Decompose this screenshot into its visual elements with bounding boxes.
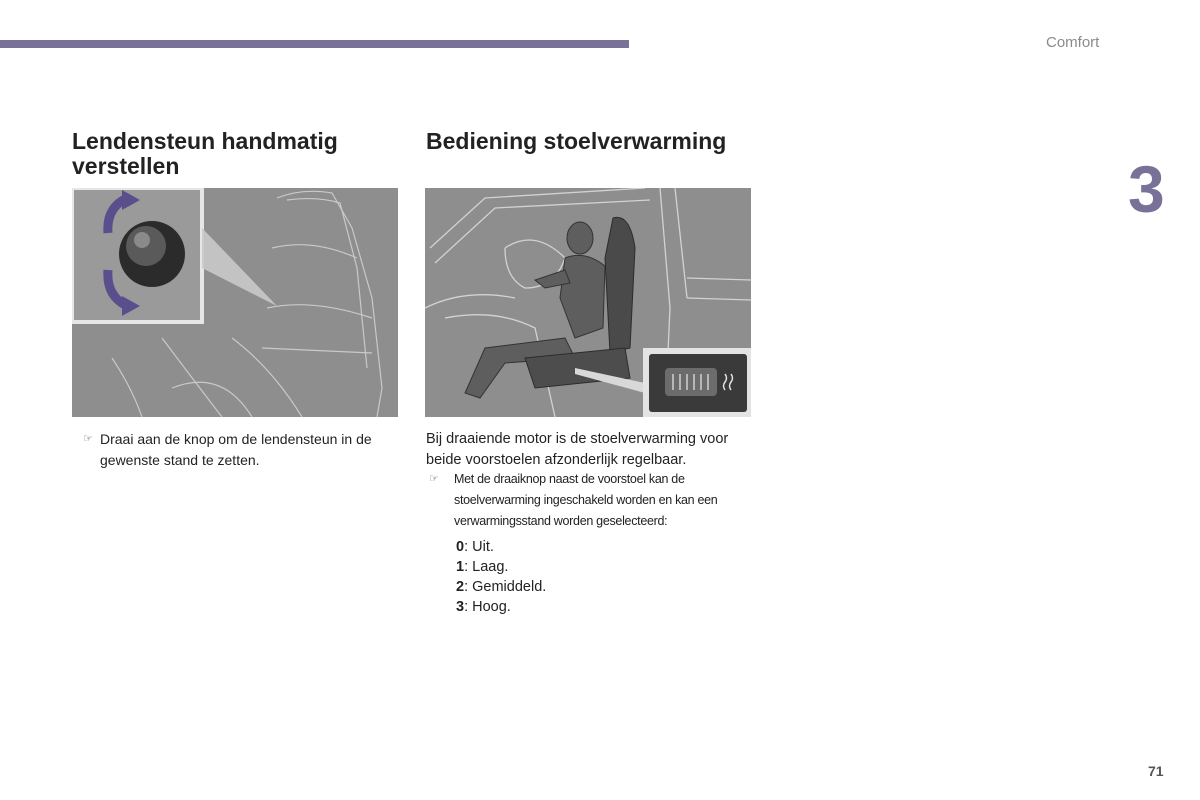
- heating-level-item: 3: Hoog.: [456, 599, 511, 615]
- right-section-title: Bediening stoelverwarming: [426, 128, 727, 154]
- chapter-number: 3: [1128, 152, 1165, 226]
- seat-heating-illustration: [425, 188, 751, 417]
- header-accent-bar: [0, 40, 629, 48]
- lumbar-knob-illustration: [72, 188, 398, 417]
- heating-levels-list: [456, 537, 546, 617]
- left-section-title: Lendensteun handmatig verstellen: [72, 128, 338, 179]
- heating-level-item: 0: Uit.: [456, 539, 494, 555]
- left-instruction: Draai aan de knop om de lendensteun in de gewenste stand te zetten.: [100, 431, 372, 468]
- right-intro: Bij draaiende motor is de stoelverwarming voor beide voorstoelen afzonderlijk regelbaar.: [426, 431, 729, 468]
- heating-level-item: 2: Gemiddeld.: [456, 579, 547, 595]
- pointing-hand-icon: ☞: [83, 433, 93, 445]
- page-number: 71: [1148, 763, 1164, 779]
- heating-level-item: 1: Laag.: [456, 559, 509, 575]
- pointing-hand-icon: ☞: [429, 473, 439, 485]
- section-label: Comfort: [1046, 34, 1100, 51]
- right-instruction: Met de draaiknop naast de voorstoel kan de stoelverwarming ingeschakeld worden en kan een verwarmingsstand worden geselecteerd:: [454, 472, 718, 528]
